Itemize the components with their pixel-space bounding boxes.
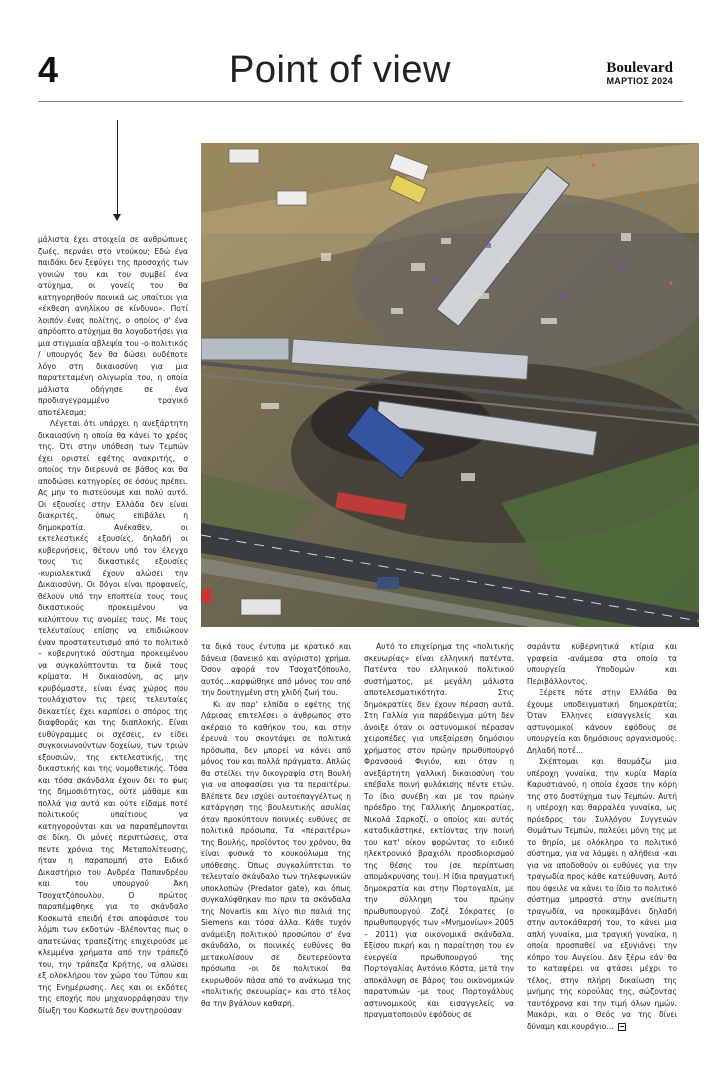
- paragraph-text: Σκέπτομαι και θαυμάζω μια υπέροχη γυναίκα, την κυρία Μαρία Καρυστιανού, η οποία έχασε την κόρη της στο δυστύχημα των Τεμπών. Αυτή η υπέροχη και θαρραλέα γυναίκα, ως πρόεδρος του Συλλόγου Συγγενών Θυμάτων Τεμπών, παλεύει μόνη της με το θηρίο, με ολόκληρο το πολιτικό σύστημα, για να λάμψει η αλήθεια -και για να αποδοθούν οι ευθύνες για την τραγωδία προς κάθε κατεύθυνση. Αυτό που όφειλε να κάνει το ίδιο το πολιτικό σύστημα μπροστά στην ανείπωτη τραγωδία, να προκαμβάνει δηλαδή στην αυτοκάθαρσή του, το κάνει μια απλή γυναίκα, μια τραγική γυναίκα, η οποία προσπαθεί να εξυγιάνει την κόπρο του Αυγείου. Δεν ξέρω εάν θα το καταφέρει να φτάσει μέχρι το τέλος, στην πλήρη δικαίωση της μνήμης της κορούλας της, σώζοντας ταυτόχρονα και την τιμή όλων ημών. Μακάρι, και ο Θεός να της δίνει δύναμη και κουράγιο...: [527, 757, 677, 1031]
- paragraph: Κι αν παρ' ελπίδα ο εφέτης της Λάρισας επιτελέσει ο άνθρωπος στο ακέραιο το καθήκον του, και στην έρευνά του σκοντάψει σε πολιτικά πρόσωπα, δεν μπορεί να κάνει από μόνος του και πολλά πράγματα. Απλώς θα στείλει την δικογραφία στη Βουλή για να αποφασίσει για τα περαιτέρω. Βλέπετε δεν ισχύει αυτοεπαγγέλτως η κατάργηση της βουλευτικής ασυλίας όταν προκύπτουν ποινικές ευθύνες σε πολιτικά πρόσωπα. Τα «περαιτέρω» της Βουλής, προϊόντος του χρόνου, θα είναι φυσικά το κουκούλωμα της υπόθεσης. Όπως συγκαλύπτεται το τελευταίο σκάνδαλο των τηλεφωνικών υποκλοπών (Predator gate), και όπως συγκαλύφθηκαν πιο πριν τα σκάνδαλα της Novartis και λίγο πιο παλιά της Siemens και τόσα άλλα. Κάθε τυχόν ανάμειξη πολιτικού προσώπου σ' ένα σκάνδαλο, οι ποινικές ευθύνες θα μετακυλίσουν σε δευτερεύοντα πρόσωπα -οι δε πολιτικοί θα εκυρωθούν πάσα από το ανάκωμα της «πολιτικής σκευωρίας» και στο τέλος θα την βγάλουν καθαρή.: [201, 699, 351, 1008]
- issue-date: ΜΑΡΤΙΟΣ 2024: [606, 76, 673, 86]
- article-column-1: [38, 234, 188, 1016]
- paragraph-last: [527, 756, 677, 1032]
- page-number: 4: [38, 49, 59, 90]
- article-column-2: [201, 641, 351, 1009]
- paragraph: Λέγεται ότι υπάρχει η ανεξάρτητη δικαιοσύνη η οποία θα κάνει το χρέος της. Ότι στην υπόθεση των Τεμπών έχει οριστεί εφέτης ανακριτής, ο οποίος την διερευνά σε βάθος και θα αποδώσει κατηγορίες σε όσους πρέπει. Ας μην το πιστεύουμε και πολύ αυτό. Οι εξουσίες στην Ελλάδα δεν είναι διακριτές, όπως επιβάλει η δημοκρατία. Ανέκαθεν, οι εκτελεστικές εξουσίες, δηλαδή οι κυβερνήσεις, θέτουν υπό τον έλεγχο τους τις δικαστικές εξουσίες -κυριολεκτικά έχουν αλώσει την Δικαιοσύνη. Οι δόγοι είναι προφανείς, θέλουν υπό την εποπτεία τους τους δικαστικούς προκειμένου να καλύπτουν τις ανομίες τους. Με τους τελευταίους επίσης να επιδιώκουν έναν προστατευτισμό από το πολιτικό – κυβερνητικό σύστημα προκειμένου να συγκαλύπτονται τα δικά τους κρίματα. Η δικαιοσύνη, ας μην κρυβόμαστε, είναι ένας χώρος που τουλάχιστον τις τρεις τελευταίες δεκαετίες έχει καρπίσει ο σπόρος της διαφθοράς και της διαπλοκής. Είναι ευθύγραμμες οι σχέσεις, εν είδει συγκοινωνούντων δοχείων, των τριών εξουσιών, της εκτελεστικής, της δικαστικής και της νομοθετικής. Τόσα και τόσα σκάνδαλα έχουν δει το φως της δημοσιότητας, ούτε μάθαμε και πολλά για αυτά και ούτε είδαμε ποτέ πολιτικούς υπαίτιους να κατηγορούνται και να παραπέμπονται σε δίκη. Οι μόνες περιπτώσεις, στα πεντε χρόνια της Μεταπολίτευσης, ήταν η παραπομπή στο Ειδικό Δικαστήριο του Ανδρέα Παπανδρέου και του υπουργού Άκη Τσοχατζόπουλου. Ο πρώτος παραπέμφθηκε για το σκάνδαλο Κοσκωτά επειδή έτσι αποφάσισε του λόμπι των εκδοτών -Βλέποντας πως ο απατεώνας τραπεζίτης επιχειρούσε με κλεμμένα χρήματα από την τράπεζό του, την τράπεζα Κρήτης, να αλώσει εξ ολοκλήρου τον χώρο του Τύπου και της Ενημέρωσης. Λες και οι εκδότες της εποχής που μηχανορράφησαν την δίωξη του Κοσκωτά δεν συντηρούσαν: [38, 419, 188, 1015]
- article-column-3: [364, 641, 514, 1021]
- masthead: [606, 60, 673, 87]
- brand-logo: Boulevard: [606, 60, 673, 76]
- paragraph: Ξέρετε πότε στην Ελλάδα θα έχουμε υποδειγματική δημοκρατία; Όταν Έλληνες εισαγγελείς και αστυνομικοί κάνουν εφόδους σε υπουργεία και δημόσιους οργανισμούς. Δηλαδή ποτέ...: [527, 688, 677, 755]
- end-of-article-icon: [618, 1023, 626, 1031]
- header-divider: [38, 101, 683, 102]
- paragraph: Αυτό το επιχείρημα της «πολιτικής σκευωρίας» είναι ελληνική πατέντα. Πατέντα του ελληνικού πολιτικού συστήματος, με μεγάλη μάλιστα αποτελεσματικότητα. Στις δημοκρατίες δεν έχουν πέραση αυτά. Στη Γαλλία για παράδειγμα μύτη δεν άνοιξε όταν οι αστυνομικοί πέρασαν χειροπέδες για υπεξαίρεση δημόσιου χρήματος στον πρώην πρωθυπουργό Φρανσουά Φιγιόν, και όταν η ανεξάρτητη γαλλική δικαιοσύνη του επέβαλε ποινή φυλάκισης πέντε ετών. Το ίδιο συνέβη και με τον πρώην πρόεδρο της Γαλλικής Δημοκρατίας, Νικολά Σαρκοζί, ο οποίος και αυτός καταδικάστηκε, εκτίοντας την ποινή του κατ' οίκον φορώντας το ειδικό ηλεκτρονικό βραχιόλι προσδιορισμού της θέσης του (σε περίπτωση απομάκρυνσης του). Η ίδια πραγματική δημοκρατία και στην Πορτογαλία, με την σύλληψη του πρώην πρωθυπουργού Ζοζέ Σόκρατες (ο πρωθυπουργός των «Μνημονίων» 2005 – 2011) για οικονομικά σκάνδαλα. Εξίσου πικρή και η παραίτηση του εν ενεργεία πρωθυπουργού της Πορτογαλίας Αντόνιο Κόστα, μετά την αποκάλυψη σε βάρος του οικονομικών παρατυπιών -με τους Πορτογάλους αστυνομικούς και εισαγγελείς να πραγματοποιούν εφόδους σε: [364, 642, 514, 1019]
- paragraph: μάλιστα έχει στοιχεία σε ανθρώπινες ζωές, περνάει στο ντούκου; Εδώ ένα παιδάκι δεν ξεφύγει της προσοχής των γονιών του και του συμβεί ένα ατύχημα, οι γονείς του θα κατηγορηθούν ποινικά ως υπαίτιοι για «έκθεση ανηλίκου σε κίνδυνο». Ποτί λοιπόν ένας πολίτης, ο οποίος σ' ένα απρόοπτο ατύχημα θα λογοδοτήσει για μια στιγμιαία αβλεψία του -ο πολιτικός / υπουργός δεν θα δώσει ουδέποτε λόγο στη δικαιοσύνη για μια παρατεταμένη ολιγωρία του, η οποία μάλιστα οδήγησε σε ένα προδιαγεγραμμένο τραγικό αποτέλεσμα;: [38, 235, 188, 417]
- section-title: Point of view: [229, 49, 451, 91]
- aerial-train-crash-photo: [201, 143, 699, 627]
- paragraph: σαράντα κυβερνητικά κτίρια και γραφεία -ανάμεσα στα οποία τα υπουργεία Υποδομών και Περιβάλλοντος.: [527, 642, 677, 686]
- article-column-4: [527, 641, 677, 1032]
- paragraph: τα δικά τους έντυπα με κρατικό και δάνεια (δανεικό και αγύριστο) χρήμα. Όσον αφορά τον Τσοχατζόπουλο, αυτός...καρφώθηκε από μόνος του από την δουτηγμένη στη χλιδή ζωή του.: [201, 642, 351, 697]
- arrow-line: [117, 120, 118, 220]
- arrow-down-icon: [113, 214, 121, 221]
